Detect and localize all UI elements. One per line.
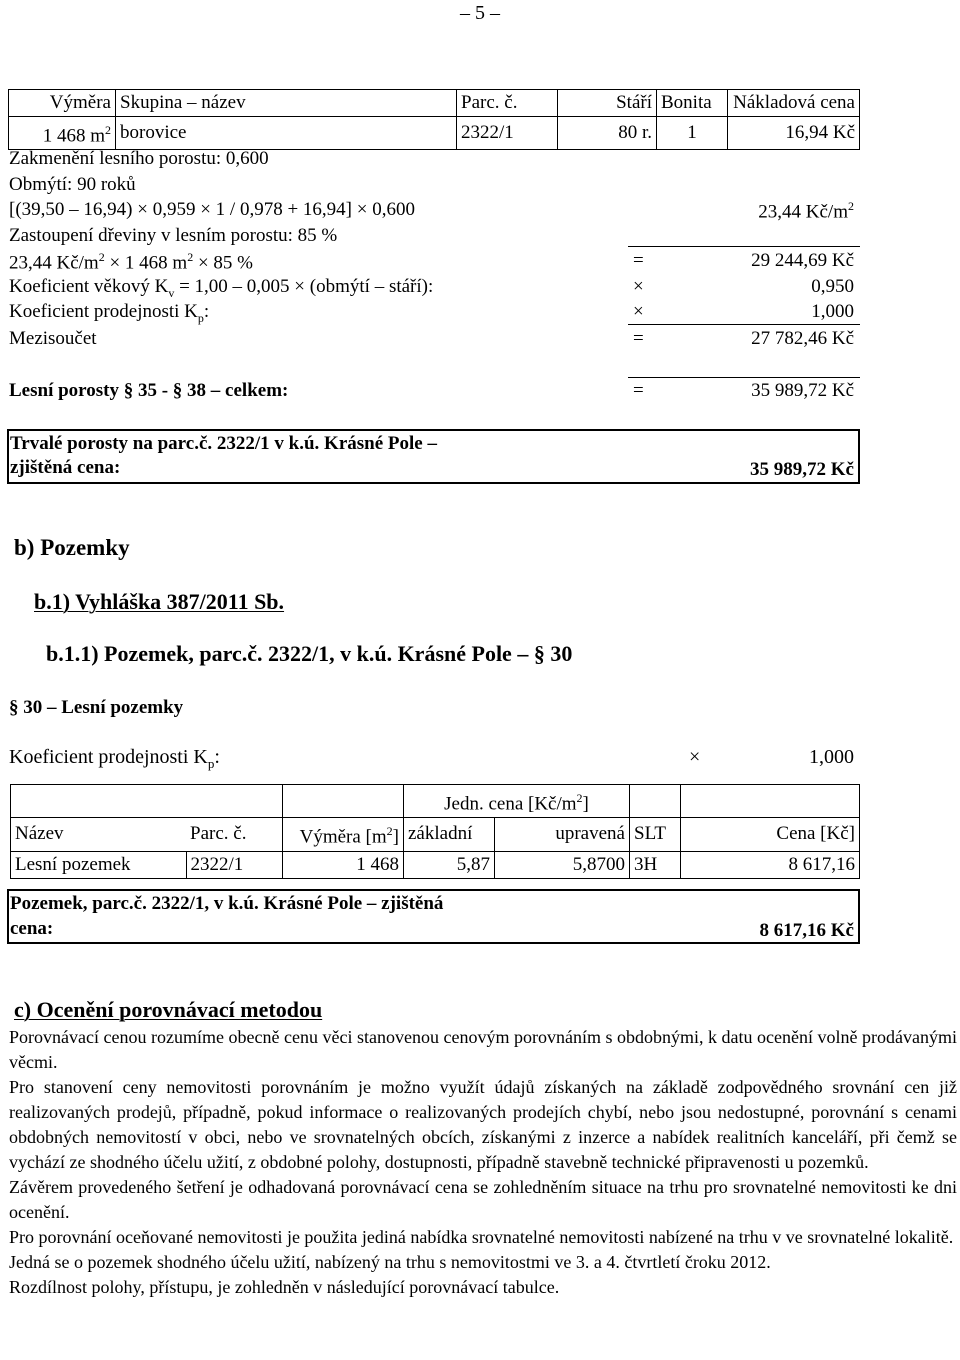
trvale-porosty-value: 35 989,72 Kč	[750, 459, 854, 480]
times-sign: ×	[689, 746, 701, 768]
lesni-porosty-value: 35 989,72 Kč	[751, 380, 854, 401]
cell-stari: 80 r.	[558, 117, 657, 150]
col-slt: SLT	[630, 818, 681, 851]
table-row	[9, 117, 860, 150]
cell-parc: 2322/1	[186, 851, 283, 878]
table-header-row	[11, 818, 860, 851]
section-b1-heading: b.1) Vyhláška 387/2011 Sb.	[34, 589, 285, 614]
section-c-heading-text: c) Ocenění porovnávací metodou	[14, 997, 323, 1022]
kv-value: 0,950	[811, 276, 854, 297]
pozemek-line2: cena:	[10, 918, 54, 939]
col-vymera: Výměra $[m^2]$	[283, 818, 404, 851]
kp-line: Koeficient prodejnosti $K_p$:	[9, 746, 220, 771]
area-calc-line: 23,44 $Kč/m^2 \times 1$ 468 $m^2 \times 85$ %	[9, 250, 254, 274]
col-parc: Parc. č.	[186, 818, 283, 851]
empty-cell	[283, 785, 404, 818]
table-row	[11, 851, 860, 878]
table-group-header-row	[11, 785, 860, 818]
times-sign: ×	[633, 276, 644, 297]
empty-cell	[681, 785, 860, 818]
zastoupeni-line: Zastoupení dřeviny v lesním porostu: 85 %	[9, 225, 338, 246]
unit-price-group-header: Jedn. cena $[Kč/m^2]$	[404, 785, 630, 818]
empty-cell	[630, 785, 681, 818]
formula-line: [(39,50 – 16,94) × 0,959 × 1 / 0,978 + 16,94] × 0,600	[9, 199, 415, 220]
cell-zakladni: 5,87	[404, 851, 495, 878]
cell-bonita: 1	[657, 117, 728, 150]
cell-cena: 8 617,16	[681, 851, 860, 878]
section-c-body	[9, 1025, 957, 1300]
zakmeneni-line: Zakmenění lesního porostu: 0,600	[9, 148, 269, 169]
mezisoucet-label: Mezisoučet	[9, 328, 97, 349]
cell-slt: 3H	[630, 851, 681, 878]
obmyti-line: Obmýtí: 90 roků	[9, 174, 136, 195]
col-stari: Stáří	[558, 90, 657, 117]
section-b-heading: b) Pozemky	[14, 535, 130, 560]
equals-sign: =	[633, 250, 644, 271]
page-number: – 5 –	[460, 2, 500, 24]
kp-line: Koeficient prodejnosti $K_p$:	[9, 301, 210, 325]
lesni-porosty-label: Lesní porosty § 35 - § 38 – celkem:	[9, 380, 289, 401]
kv-line: Koeficient věkový $K_v = 1,00 - 0,005$ × (obmýtí – stáří):	[9, 276, 434, 300]
col-nakladova: Nákladová cena	[728, 90, 860, 117]
area-calc-value: 29 244,69 Kč	[751, 250, 854, 271]
kp-value: 1,000	[811, 301, 854, 322]
cell-skupina: borovice	[116, 117, 457, 150]
section-c-heading	[14, 997, 322, 1023]
paragraph: Porovnávací cenou rozumíme obecně cenu věci stanovenou cenovým porovnáním s obdobnými, k datu ocenění volně prodávanými věcmi.	[9, 1027, 957, 1072]
equals-sign: =	[633, 328, 644, 349]
cell-vymera: 1 468 $m^2$	[9, 117, 116, 150]
col-nazev: Název	[11, 818, 187, 851]
formula-result: 23,44 $Kč/m^2$	[758, 199, 854, 223]
equals-sign: =	[633, 380, 644, 401]
separator-line	[628, 324, 860, 325]
col-parc: Parc. č.	[457, 90, 558, 117]
table-header-row	[9, 90, 860, 117]
paragraph: Pro stanovení ceny nemovitosti porovnáním je možno využít údajů získaných na základě zodpovědného srovnání cen již realizovaných prodejů, případně, pokud informace o realizovaných prodejích chybí, nebo jsou nedostupné, porovnání s cenami obdobných nemovitostí v obci, nebo ve srovnatelných obcích, získanými z inzerce a nabídek realitních kanceláří, při čemž se vychází ze shodného účelu užití, z obdobné polohy, dostupnosti, případně stavebně technické připravenosti u pozemků.	[9, 1077, 957, 1172]
mezisoucet-value: 27 782,46 Kč	[751, 328, 854, 349]
cell-vymera: 1 468	[283, 851, 404, 878]
times-sign: ×	[633, 301, 644, 322]
kp-value: 1,000	[809, 746, 854, 768]
pozemek-value: 8 617,16 Kč	[759, 920, 854, 941]
col-upravena: upravená	[495, 818, 630, 851]
paragraph: Jedná se o pozemek shodného účelu užití, nabízený na trhu s nemovitostmi ve 3. a 4. čtvrtletí čroku 2012.	[9, 1252, 771, 1272]
cell-nakladova: 16,94 Kč	[728, 117, 860, 150]
trvale-porosty-line1: Trvalé porosty na parc.č. 2322/1 v k.ú. Krásné Pole –	[10, 433, 437, 454]
forest-table	[8, 89, 860, 150]
separator-line	[628, 377, 860, 378]
paragraph: Rozdílnost polohy, přístupu, je zohledněn v následující porovnávací tabulce.	[9, 1277, 560, 1297]
paragraph: Pro porovnání oceňované nemovitosti je použita jediná nabídka srovnatelné nemovitosti nabízené na trhu v ve srovnatelné lokalitě.	[9, 1227, 954, 1247]
paragraph: Závěrem provedeného šetření je odhadovaná porovnávací cena se zohledněním situace na trhu pro srovnatelné nemovitosti ke dni ocenění.	[9, 1177, 957, 1222]
section-b11-heading: b.1.1) Pozemek, parc.č. 2322/1, v k.ú. Krásné Pole – § 30	[46, 641, 573, 666]
land-table	[10, 784, 860, 879]
empty-cell	[186, 785, 283, 818]
col-skupina: Skupina – název	[116, 90, 457, 117]
col-cena: Cena [Kč]	[681, 818, 860, 851]
col-zakladni: základní	[404, 818, 495, 851]
empty-cell	[11, 785, 187, 818]
col-vymera: Výměra	[9, 90, 116, 117]
cell-nazev: Lesní pozemek	[11, 851, 187, 878]
separator-line	[628, 246, 860, 247]
paragraph-30-heading: § 30 – Lesní pozemky	[9, 697, 184, 718]
pozemek-line1: Pozemek, parc.č. 2322/1, v k.ú. Krásné Pole – zjištěná	[10, 893, 444, 914]
trvale-porosty-line2: zjištěná cena:	[10, 457, 121, 478]
cell-upravena: 5,8700	[495, 851, 630, 878]
col-bonita: Bonita	[657, 90, 728, 117]
cell-parc: 2322/1	[457, 117, 558, 150]
